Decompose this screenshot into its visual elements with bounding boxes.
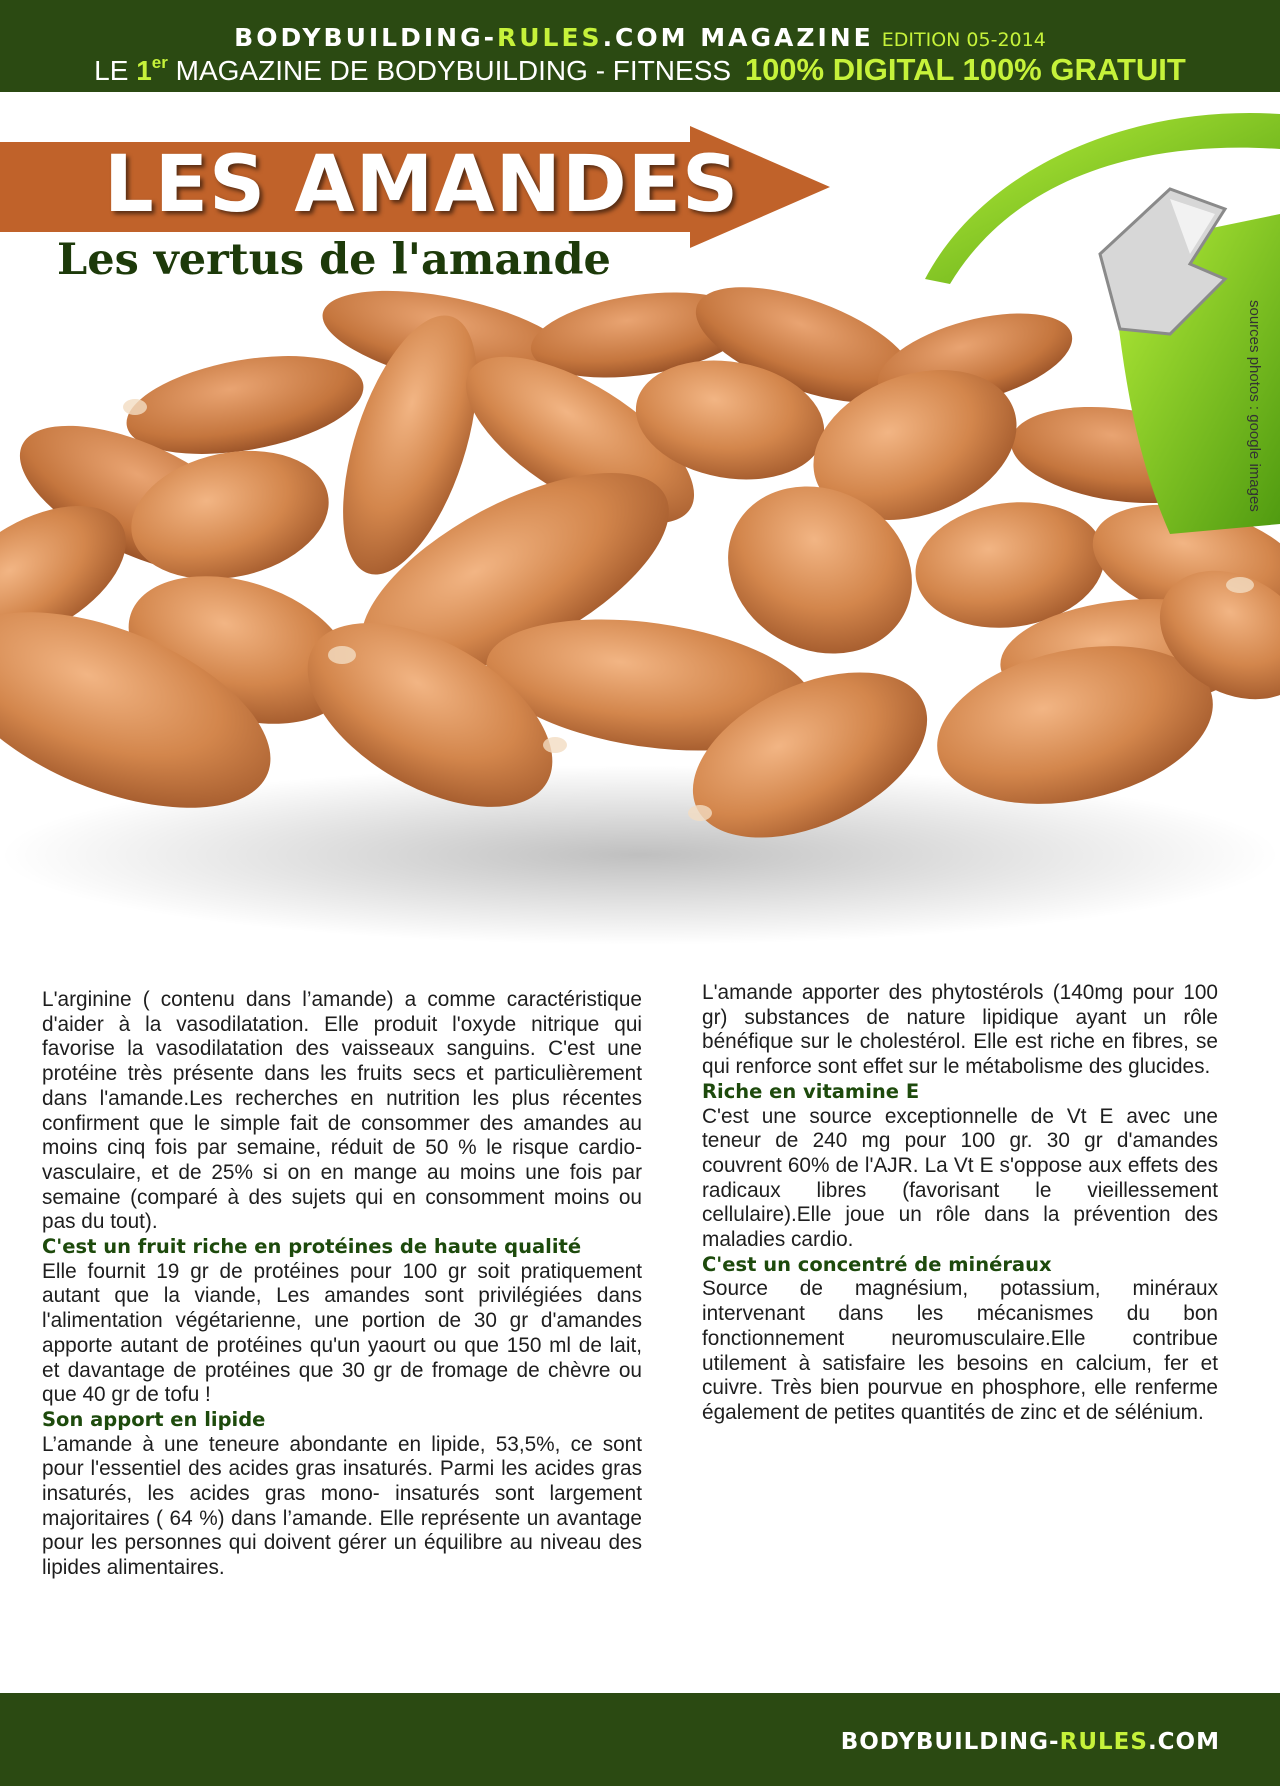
tagline-highlight: 100% DIGITAL 100% GRATUIT [744, 52, 1186, 87]
magazine-logo-graphic [870, 104, 1280, 564]
article-intro-paragraph: L'arginine ( contenu dans l’amande) a comme caractéristique d'aider à la vasodilatation. Elle produit l'oxyde nitrique qui favorise la vasodilatation des vaisseaux sanguins. C'est une protéine très présente dans les fruits secs et particulièrement dans l'amande.Les recherches en nutrition les plus récentes confirment que le simple fait de consommer des amandes au moins cinq fois par semaine, réduit de 50 % le risque cardio-vasculaire, et de 25% si on en mange au moins une fois par semaine (comparé à des sujets qui en consomment moins ou pas du tout). [42, 988, 642, 1234]
magazine-brand-line [0, 24, 1280, 54]
footer-bar [0, 1693, 1280, 1786]
photo-credit: sources photos : google images [1246, 300, 1263, 512]
section-paragraph-vitamin-e: C'est une source exceptionnelle de Vt E avec une teneur de 240 mg pour 100 gr. 30 gr d'amandes couvrent 60% de l'AJR. La Vt E s'oppose aux effets des radicaux libres (favorisant le vieillessement cellulaire).Elle joue un rôle dans la prévention des maladies cardio. [702, 1104, 1218, 1252]
footer-brand-part2: RULES [1059, 1729, 1148, 1755]
footer-brand [841, 1729, 1220, 1755]
article-phytosterol-paragraph: L'amande apporter des phytostérols (140mg pour 100 gr) substances de nature lipidique ayant un rôle bénéfique sur le cholestérol. Elle est riche en fibres, se qui renforce sont effet sur le métabolisme des glucides. [702, 981, 1218, 1079]
article-left-column [42, 988, 642, 1581]
edition-label: EDITION 05-2014 [881, 29, 1046, 51]
tagline-ordinal-sup: er [151, 53, 168, 72]
section-heading-minerals: C'est un concentré de minéraux [702, 1252, 1052, 1276]
top-banner [0, 0, 1280, 92]
brand-part3: .COM MAGAZINE [602, 23, 874, 52]
page-title: LES AMANDES [104, 140, 740, 230]
section-heading-vitamin-e: Riche en vitamine E [702, 1079, 920, 1103]
section-paragraph-lipids: L’amande à une teneure abondante en lipide, 53,5%, ce sont pour l'essentiel des acides gras insaturés. Parmi les acides gras insaturés, les acides gras mono- insaturés sont largement majoritaires ( 64 %) dans l’amande. Elle représente un avantage pour les personnes qui doivent gérer un équilibre au niveau des lipides alimentaires. [42, 1432, 642, 1580]
brand-part1: BODYBUILDING- [234, 23, 497, 52]
article-right-column [702, 981, 1218, 1426]
section-heading-proteins: C'est un fruit riche en protéines de haute qualité [42, 1235, 582, 1259]
footer-brand-part1: BODYBUILDING- [840, 1729, 1060, 1755]
tagline-ordinal: 1 [136, 55, 152, 86]
section-paragraph-proteins: Elle fournit 19 gr de protéines pour 100 gr soit pratiquement autant que la viande, Les amandes sont privilégiées dans l'alimentation végétarienne, une portion de 30 gr d'amandes apporte autant de protéines qu'un yaourt ou que 150 ml de lait, et davantage de protéines que 30 gr de fromage de chèvre ou que 40 gr de tofu ! [42, 1259, 642, 1407]
footer-brand-part3: .COM [1147, 1729, 1220, 1755]
magazine-tagline [0, 54, 1280, 87]
page-subtitle: Les vertus de l'amande [57, 235, 611, 285]
brand-part2: RULES [496, 23, 603, 52]
section-paragraph-minerals: Source de magnésium, potassium, minéraux intervenant dans les mécanismes du bon fonctionnement neuromusculaire.Elle contribue utilement à satisfaire les besoins en calcium, fer et cuivre. Très bien pourvue en phosphore, elle renferme également de petites quantités de zinc et de sélénium. [702, 1277, 1218, 1424]
tagline-middle: MAGAZINE DE BODYBUILDING - FITNESS [167, 55, 732, 86]
section-heading-lipids: Son apport en lipide [42, 1407, 266, 1431]
tagline-prefix: LE [94, 55, 137, 86]
